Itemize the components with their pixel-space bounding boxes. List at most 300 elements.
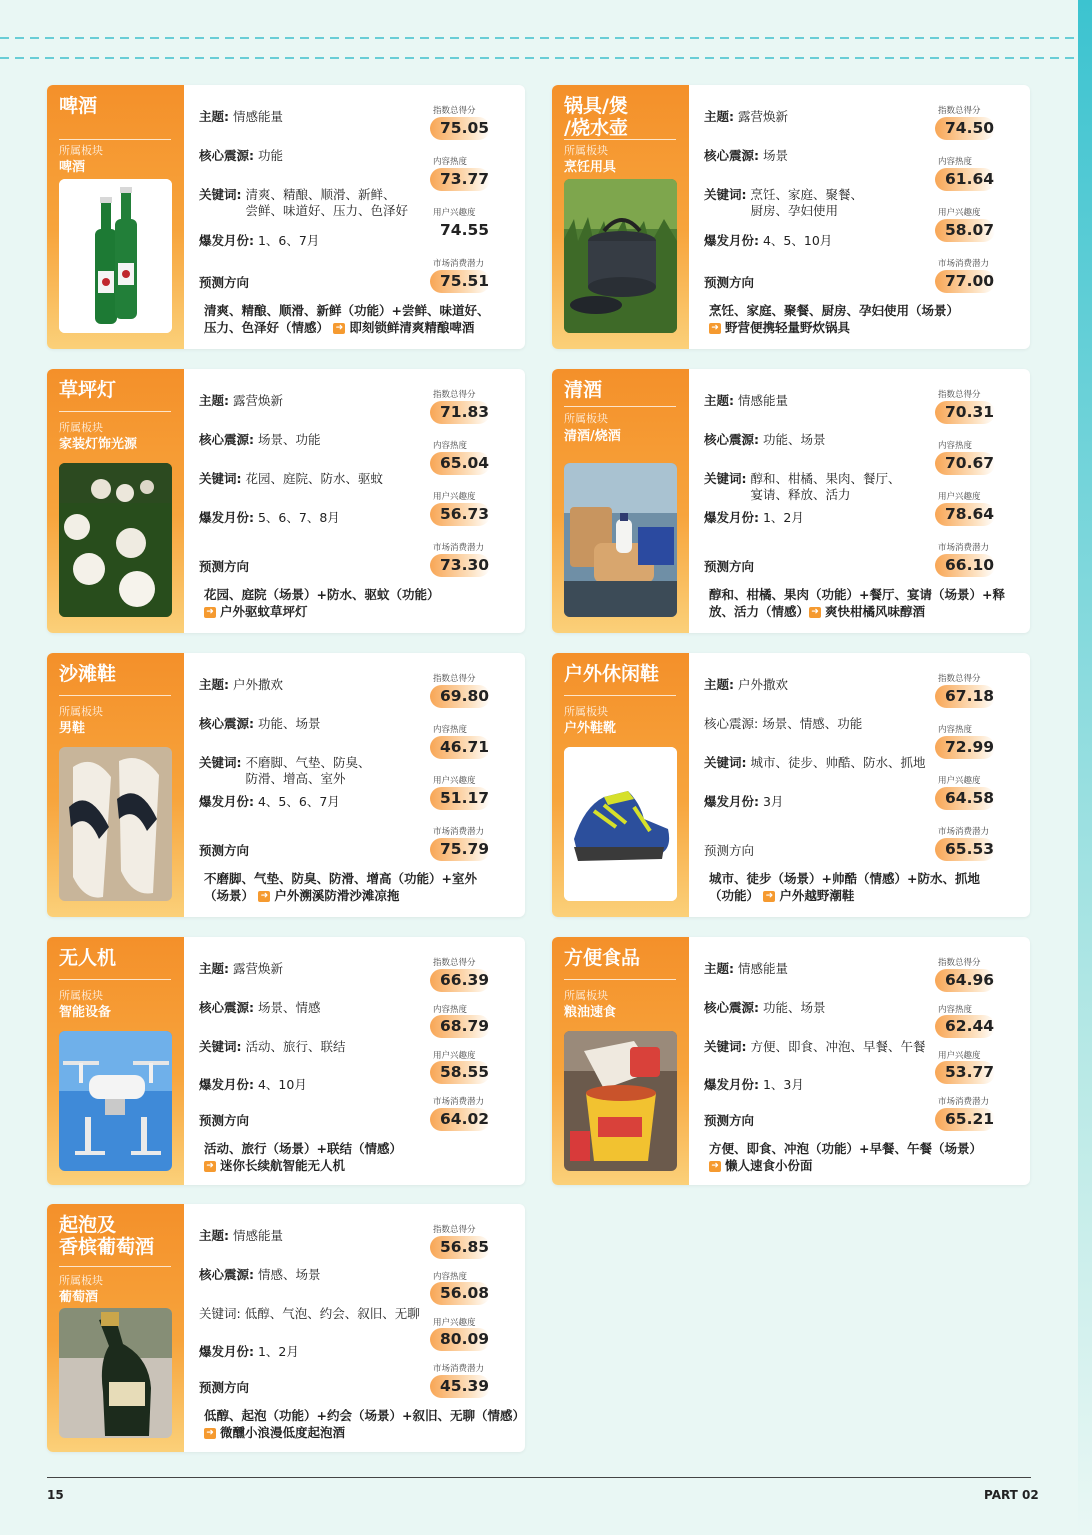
months-row <box>199 510 340 526</box>
page-number: 15 <box>47 1488 64 1502</box>
months-row <box>704 233 832 249</box>
core-row <box>199 1000 321 1016</box>
user-interest-label: 用户兴趣度 <box>938 492 981 502</box>
months-value: 1、3月 <box>762 1077 804 1092</box>
title-divider <box>564 695 676 696</box>
months-key: 爆发月份: <box>199 510 254 525</box>
theme-row <box>199 961 283 977</box>
product-card-sparkling-wine <box>47 1204 525 1452</box>
forecast-result: 野营便携轻量野炊锅具 <box>725 320 851 335</box>
months-value: 1、2月 <box>257 1344 299 1359</box>
content-heat-value: 70.67 <box>935 452 995 475</box>
keywords-row <box>199 187 408 219</box>
product-name: 清酒 <box>564 379 603 401</box>
months-value: 4、5、10月 <box>762 233 833 248</box>
user-interest-label: 用户兴趣度 <box>433 492 476 502</box>
content-heat-label: 内容热度 <box>433 441 468 451</box>
conclusion <box>204 1140 519 1174</box>
user-interest-label: 用户兴趣度 <box>938 208 981 218</box>
market-potential-label: 市场消费潜力 <box>938 543 990 553</box>
theme-key: 主题: <box>199 109 229 124</box>
theme-row <box>199 109 283 125</box>
content-heat-label: 内容热度 <box>938 441 973 451</box>
hiking-shoe-photo <box>564 747 677 901</box>
months-key: 爆发月份: <box>199 233 254 248</box>
title-divider <box>564 406 676 407</box>
theme-key: 主题: <box>199 393 229 408</box>
sector-value: 啤酒 <box>59 160 86 175</box>
wave-divider-top <box>0 33 1078 43</box>
content-heat-value: 68.79 <box>430 1015 490 1038</box>
theme-key: 主题: <box>704 109 734 124</box>
total-score-label: 指数总得分 <box>433 1225 476 1235</box>
forecast-key: 预测方向 <box>704 559 755 574</box>
core-value: 功能、场景 <box>257 716 321 731</box>
forecast-result: 户外越野潮鞋 <box>779 888 855 903</box>
keywords-key: 关键词: <box>704 471 747 486</box>
sector-value: 男鞋 <box>59 721 86 736</box>
user-interest-label: 用户兴趣度 <box>433 1318 476 1328</box>
conclusion-line-1: 不磨脚、气垫、防臭、防滑、增高（功能）+室外 <box>204 871 477 886</box>
market-potential-value: 45.39 <box>430 1375 490 1398</box>
total-score-value: 75.05 <box>430 117 490 140</box>
sector-label: 所属板块 <box>59 989 103 1002</box>
keywords-row <box>199 755 371 787</box>
months-value: 4、5、6、7月 <box>257 794 340 809</box>
months-key: 爆发月份: <box>199 1344 254 1359</box>
product-card-outdoor-shoes <box>552 653 1030 917</box>
forecast-row <box>704 1113 754 1129</box>
product-name: 草坪灯 <box>59 379 117 401</box>
user-interest-value: 56.73 <box>430 503 490 526</box>
market-potential-value: 75.51 <box>430 270 490 293</box>
total-score-label: 指数总得分 <box>433 958 476 968</box>
forecast-key: 预测方向 <box>704 843 755 858</box>
total-score-label: 指数总得分 <box>433 390 476 400</box>
arrow-right-icon: ➜ <box>709 1161 721 1172</box>
arrow-right-icon: ➜ <box>204 1161 216 1172</box>
content-heat-value: 56.08 <box>430 1282 490 1305</box>
sector-value: 户外鞋靴 <box>564 721 617 736</box>
card-header-panel <box>552 85 689 349</box>
forecast-key: 预测方向 <box>199 1113 250 1128</box>
theme-value: 情感能量 <box>737 393 788 408</box>
arrow-right-icon: ➜ <box>763 891 775 902</box>
months-value: 5、6、7、8月 <box>257 510 340 525</box>
theme-row <box>199 1228 283 1244</box>
months-row <box>199 794 340 810</box>
theme-key: 主题: <box>704 393 734 408</box>
content-heat-value: 62.44 <box>935 1015 995 1038</box>
title-divider <box>59 695 171 696</box>
months-key: 爆发月份: <box>199 1077 254 1092</box>
theme-value: 户外撒欢 <box>232 677 283 692</box>
product-name: 起泡及 香槟葡萄酒 <box>59 1214 155 1258</box>
wave-divider-bottom <box>0 53 1078 63</box>
sector-label: 所属板块 <box>59 705 103 718</box>
content-heat-value: 72.99 <box>935 736 995 759</box>
lawn-lamps-photo <box>59 463 172 617</box>
conclusion-line-2: 放、活力（情感） <box>709 604 810 619</box>
content-heat-label: 内容热度 <box>433 1005 468 1015</box>
arrow-right-icon: ➜ <box>258 891 270 902</box>
months-row <box>704 510 804 526</box>
title-divider <box>564 979 676 980</box>
theme-value: 情感能量 <box>737 961 788 976</box>
keywords-key: 关键词: <box>199 1306 241 1321</box>
forecast-result: 即刻锁鲜清爽精酿啤酒 <box>349 320 475 335</box>
content-heat-label: 内容热度 <box>433 1272 468 1282</box>
forecast-row <box>704 843 754 859</box>
card-header-panel <box>47 85 184 349</box>
core-key: 核心震源: <box>199 432 254 447</box>
keywords-key: 关键词: <box>199 1039 242 1054</box>
theme-value: 露营焕新 <box>232 961 283 976</box>
arrow-right-icon: ➜ <box>204 607 216 618</box>
part-label: PART 02 <box>984 1488 1039 1502</box>
product-card-lawn-lamp <box>47 369 525 633</box>
theme-key: 主题: <box>704 961 734 976</box>
keywords-value: 醇和、柑橘、果肉、餐厅、 宴请、释放、活力 <box>750 471 901 502</box>
market-potential-label: 市场消费潜力 <box>433 543 485 553</box>
core-row <box>199 432 321 448</box>
user-interest-label: 用户兴趣度 <box>433 1051 476 1061</box>
core-value: 场景、功能 <box>257 432 321 447</box>
market-potential-value: 65.53 <box>935 838 995 861</box>
keywords-value: 不磨脚、气垫、防臭、 防滑、增高、室外 <box>245 755 371 786</box>
content-heat-value: 65.04 <box>430 452 490 475</box>
product-card-sake <box>552 369 1030 633</box>
months-row <box>199 1344 299 1360</box>
theme-row <box>199 677 283 693</box>
core-key: 核心震源: <box>704 1000 759 1015</box>
product-name: 户外休闲鞋 <box>564 663 660 685</box>
forecast-key: 预测方向 <box>199 1380 250 1395</box>
keywords-key: 关键词: <box>199 187 242 202</box>
content-heat-label: 内容热度 <box>938 725 973 735</box>
total-score-label: 指数总得分 <box>938 106 981 116</box>
footer-divider <box>47 1477 1031 1478</box>
market-potential-value: 75.79 <box>430 838 490 861</box>
card-header-panel <box>47 369 184 633</box>
keywords-key: 关键词: <box>704 755 747 770</box>
total-score-label: 指数总得分 <box>433 106 476 116</box>
user-interest-value: 53.77 <box>935 1061 995 1084</box>
keywords-row <box>704 471 901 503</box>
sector-label: 所属板块 <box>564 705 608 718</box>
total-score-label: 指数总得分 <box>938 674 981 684</box>
product-name: 沙滩鞋 <box>59 663 117 685</box>
sector-value: 清酒/烧酒 <box>564 429 621 444</box>
card-header-panel <box>47 937 184 1185</box>
total-score-value: 70.31 <box>935 401 995 424</box>
market-potential-label: 市场消费潜力 <box>433 827 485 837</box>
market-potential-label: 市场消费潜力 <box>938 259 990 269</box>
conclusion-line-1: 低醇、起泡（功能）+约会（场景）+叙旧、无聊（情感） <box>204 1408 525 1423</box>
core-value: 功能 <box>257 148 283 163</box>
theme-key: 主题: <box>199 677 229 692</box>
forecast-row <box>704 275 754 291</box>
core-key: 核心震源: <box>704 432 759 447</box>
keywords-value: 城市、徒步、帅酷、防水、抓地 <box>750 755 926 770</box>
months-value: 4、10月 <box>257 1077 307 1092</box>
keywords-row <box>199 1039 346 1055</box>
card-header-panel <box>552 653 689 917</box>
card-header-panel <box>552 369 689 633</box>
content-heat-value: 61.64 <box>935 168 995 191</box>
arrow-right-icon: ➜ <box>809 607 821 618</box>
conclusion-line-2: 压力、色泽好（情感） <box>204 320 330 335</box>
conclusion <box>204 302 519 336</box>
months-key: 爆发月份: <box>199 794 254 809</box>
market-potential-value: 73.30 <box>430 554 490 577</box>
sector-value: 葡萄酒 <box>59 1290 99 1305</box>
keywords-value: 活动、旅行、联结 <box>245 1039 346 1054</box>
user-interest-label: 用户兴趣度 <box>938 1051 981 1061</box>
sector-value: 烹饪用具 <box>564 160 617 175</box>
user-interest-value: 58.55 <box>430 1061 490 1084</box>
product-name: 锅具/煲 /烧水壶 <box>564 95 628 139</box>
keywords-row <box>199 471 383 487</box>
forecast-key: 预测方向 <box>199 559 250 574</box>
user-interest-value: 64.58 <box>935 787 995 810</box>
theme-row <box>704 393 788 409</box>
user-interest-label: 用户兴趣度 <box>433 208 476 218</box>
months-value: 1、6、7月 <box>257 233 320 248</box>
champagne-photo <box>59 1308 172 1438</box>
theme-value: 情感能量 <box>232 109 283 124</box>
market-potential-value: 66.10 <box>935 554 995 577</box>
keywords-value: 低醇、气泡、约会、叙旧、无聊 <box>244 1306 420 1321</box>
total-score-value: 64.96 <box>935 969 995 992</box>
product-card-cookware <box>552 85 1030 349</box>
conclusion-line-1: 方便、即食、冲泡（功能）+早餐、午餐（场景） <box>709 1141 982 1156</box>
keywords-key: 关键词: <box>704 187 747 202</box>
core-value: 场景、情感、功能 <box>762 716 863 731</box>
market-potential-value: 77.00 <box>935 270 995 293</box>
months-key: 爆发月份: <box>704 510 759 525</box>
market-potential-value: 64.02 <box>430 1108 490 1131</box>
conclusion <box>709 586 1024 620</box>
total-score-value: 71.83 <box>430 401 490 424</box>
keywords-row <box>704 755 926 771</box>
total-score-value: 56.85 <box>430 1236 490 1259</box>
keywords-key: 关键词: <box>199 755 242 770</box>
conclusion <box>204 870 519 904</box>
keywords-value: 方便、即食、冲泡、早餐、午餐 <box>750 1039 926 1054</box>
sector-value: 智能设备 <box>59 1005 112 1020</box>
card-header-panel <box>47 1204 184 1452</box>
forecast-result: 爽快柑橘风味醇酒 <box>825 604 926 619</box>
months-key: 爆发月份: <box>704 1077 759 1092</box>
keywords-value: 清爽、精酿、顺滑、新鲜、 尝鲜、味道好、压力、色泽好 <box>245 187 408 218</box>
content-heat-value: 73.77 <box>430 168 490 191</box>
conclusion <box>709 870 1024 904</box>
theme-value: 露营焕新 <box>232 393 283 408</box>
keywords-row <box>199 1306 420 1322</box>
side-accent-bar <box>1078 0 1092 1535</box>
core-row <box>199 148 283 164</box>
product-card-beer <box>47 85 525 349</box>
title-divider <box>564 139 676 140</box>
sector-label: 所属板块 <box>564 989 608 1002</box>
theme-value: 情感能量 <box>232 1228 283 1243</box>
market-potential-label: 市场消费潜力 <box>938 827 990 837</box>
sector-label: 所属板块 <box>59 144 103 157</box>
total-score-label: 指数总得分 <box>938 958 981 968</box>
forecast-row <box>199 1380 249 1396</box>
keywords-key: 关键词: <box>704 1039 747 1054</box>
card-header-panel <box>47 653 184 917</box>
user-interest-value: 78.64 <box>935 503 995 526</box>
forecast-row <box>199 843 249 859</box>
forecast-key: 预测方向 <box>704 1113 755 1128</box>
user-interest-value: 58.07 <box>935 219 995 242</box>
product-name: 方便食品 <box>564 947 641 969</box>
sector-value: 粮油速食 <box>564 1005 617 1020</box>
forecast-row <box>199 1113 249 1129</box>
instant-noodles-photo <box>564 1031 677 1171</box>
user-interest-label: 用户兴趣度 <box>938 776 981 786</box>
forecast-key: 预测方向 <box>704 275 755 290</box>
forecast-result: 户外溯溪防滑沙滩凉拖 <box>274 888 400 903</box>
core-key: 核心震源: <box>199 1000 254 1015</box>
months-row <box>199 233 319 249</box>
forecast-result: 迷你长续航智能无人机 <box>220 1158 346 1173</box>
drone-photo <box>59 1031 172 1171</box>
conclusion-line-2: （场景） <box>204 888 255 903</box>
core-key: 核心震源: <box>199 148 254 163</box>
title-divider <box>59 411 171 412</box>
months-value: 3月 <box>762 794 784 809</box>
user-interest-label: 用户兴趣度 <box>433 776 476 786</box>
conclusion-line-1: 醇和、柑橘、果肉（功能）+餐厅、宴请（场景）+释 <box>709 587 1005 602</box>
conclusion <box>204 1407 525 1441</box>
product-card-instant-food <box>552 937 1030 1185</box>
core-row <box>704 716 862 732</box>
total-score-value: 66.39 <box>430 969 490 992</box>
sector-label: 所属板块 <box>59 1274 103 1287</box>
theme-row <box>704 961 788 977</box>
product-name: 无人机 <box>59 947 117 969</box>
arrow-right-icon: ➜ <box>709 323 721 334</box>
beer-bottles-photo <box>59 179 172 333</box>
market-potential-label: 市场消费潜力 <box>433 1364 485 1374</box>
theme-value: 户外撒欢 <box>737 677 788 692</box>
total-score-label: 指数总得分 <box>938 390 981 400</box>
arrow-right-icon: ➜ <box>333 323 345 334</box>
market-potential-label: 市场消费潜力 <box>433 259 485 269</box>
user-interest-value: 80.09 <box>430 1328 490 1351</box>
total-score-value: 69.80 <box>430 685 490 708</box>
total-score-value: 67.18 <box>935 685 995 708</box>
keywords-key: 关键词: <box>199 471 242 486</box>
core-key: 核心震源: <box>199 716 254 731</box>
core-value: 功能、场景 <box>762 1000 826 1015</box>
content-heat-value: 46.71 <box>430 736 490 759</box>
title-divider <box>59 139 171 140</box>
theme-key: 主题: <box>199 961 229 976</box>
forecast-row <box>704 559 754 575</box>
sector-label: 所属板块 <box>564 412 608 425</box>
core-row <box>704 148 788 164</box>
total-score-value: 74.50 <box>935 117 995 140</box>
theme-key: 主题: <box>199 1228 229 1243</box>
product-card-beach-shoes <box>47 653 525 917</box>
conclusion-line-1: 城市、徒步（场景）+帅酷（情感）+防水、抓地 <box>709 871 980 886</box>
months-row <box>199 1077 307 1093</box>
core-key: 核心震源: <box>704 716 759 731</box>
forecast-key: 预测方向 <box>199 275 250 290</box>
months-row <box>704 1077 804 1093</box>
months-value: 1、2月 <box>762 510 804 525</box>
theme-key: 主题: <box>704 677 734 692</box>
camping-pot-photo <box>564 179 677 333</box>
title-divider <box>59 1266 171 1267</box>
conclusion-line-1: 烹饪、家庭、聚餐、厨房、孕妇使用（场景） <box>709 303 960 318</box>
core-value: 情感、场景 <box>257 1267 321 1282</box>
user-interest-value: 74.55 <box>440 221 490 239</box>
core-key: 核心震源: <box>704 148 759 163</box>
core-row <box>199 716 321 732</box>
theme-row <box>704 109 788 125</box>
content-heat-label: 内容热度 <box>938 157 973 167</box>
sector-value: 家装灯饰光源 <box>59 437 138 452</box>
content-heat-label: 内容热度 <box>433 725 468 735</box>
core-value: 功能、场景 <box>762 432 826 447</box>
arrow-right-icon: ➜ <box>204 1428 216 1439</box>
sake-set-photo <box>564 463 677 617</box>
conclusion-line-2: （功能） <box>709 888 760 903</box>
forecast-result: 懒人速食小份面 <box>725 1158 813 1173</box>
conclusion <box>204 586 519 620</box>
forecast-result: 微醺小浪漫低度起泡酒 <box>220 1425 346 1440</box>
title-divider <box>59 979 171 980</box>
content-heat-label: 内容热度 <box>433 157 468 167</box>
theme-row <box>199 393 283 409</box>
product-name: 啤酒 <box>59 95 98 117</box>
theme-row <box>704 677 788 693</box>
market-potential-value: 65.21 <box>935 1108 995 1131</box>
core-value: 场景 <box>762 148 788 163</box>
conclusion-line-1: 花园、庭院（场景）+防水、驱蚊（功能） <box>204 587 440 602</box>
market-potential-label: 市场消费潜力 <box>433 1097 485 1107</box>
keywords-row <box>704 1039 926 1055</box>
sector-label: 所属板块 <box>59 421 103 434</box>
conclusion <box>709 302 1024 336</box>
conclusion-line-1: 活动、旅行（场景）+联结（情感） <box>204 1141 402 1156</box>
core-value: 场景、情感 <box>257 1000 321 1015</box>
sector-label: 所属板块 <box>564 144 608 157</box>
user-interest-value: 51.17 <box>430 787 490 810</box>
content-heat-label: 内容热度 <box>938 1005 973 1015</box>
forecast-key: 预测方向 <box>199 843 250 858</box>
flip-flops-photo <box>59 747 172 901</box>
product-card-drone <box>47 937 525 1185</box>
months-row <box>704 794 783 810</box>
months-key: 爆发月份: <box>704 794 759 809</box>
market-potential-label: 市场消费潜力 <box>938 1097 990 1107</box>
core-key: 核心震源: <box>199 1267 254 1282</box>
keywords-value: 烹饪、家庭、聚餐、 厨房、孕妇使用 <box>750 187 863 218</box>
card-header-panel <box>552 937 689 1185</box>
core-row <box>704 432 826 448</box>
conclusion <box>709 1140 1024 1174</box>
forecast-result: 户外驱蚊草坪灯 <box>220 604 308 619</box>
keywords-value: 花园、庭院、防水、驱蚊 <box>245 471 383 486</box>
forecast-row <box>199 275 249 291</box>
keywords-row <box>704 187 863 219</box>
